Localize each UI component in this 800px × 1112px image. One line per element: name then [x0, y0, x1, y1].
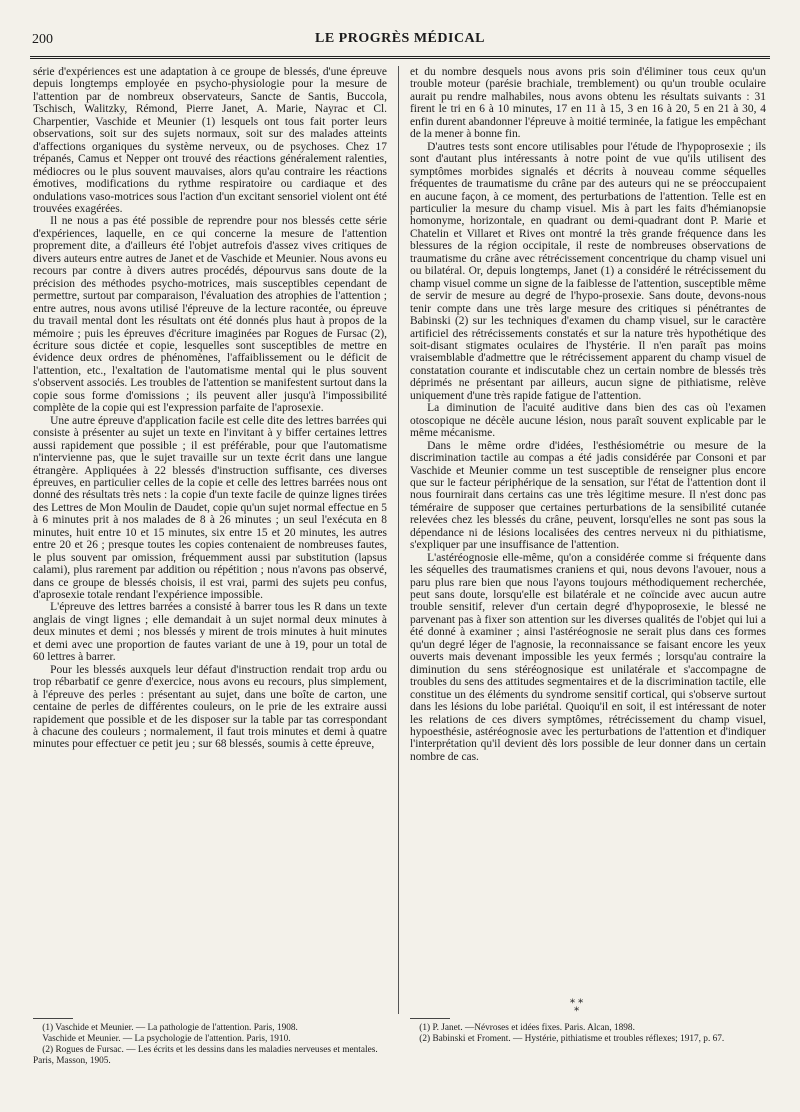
paragraph: Pour les blessés auxquels leur défaut d'instruction rendait trop ardu ou trop rébarbatif ce genre d'exercice, nous avons eu recours, plus simplement, à l'épreuve des perles : présentant au sujet, dans une boîte de carton, une centaine de perles de différentes couleurs, on le prie de les extraire aussi rapidement que possible et de les disposer sur la table par tas correspondant à chacune des couleurs ; normalement, il faut trois minutes et demi à quatre minutes pour effectuer ce petit jeu ; sur 68 blessés, soumis à cette épreuve,	[33, 663, 387, 751]
paragraph: Dans le même ordre d'idées, l'esthésiométrie ou mesure de la discrimination tactile au compas a été jadis considérée par Consoni et par Vaschide et Meunier comme un test susceptible de renseigner plus encore que sur le facteur périphérique de la sensation, sur l'état de l'attention dont il nous fournirait dans certains cas une très légitime mesure. Il n'est donc pas téméraire de supposer que certaines perturbations de la sensibilité cutanée relevées chez les blessés du crâne, peuvent, lorsqu'elles ne sont pas sous la dépendance ni de lésions localisées des centres nerveux ni du pithiatisme, s'expliquer par une insuffisance de l'attention.	[410, 439, 766, 552]
page-number: 200	[32, 32, 53, 47]
section-stars: * * *	[570, 998, 584, 1017]
paragraph: série d'expériences est une adaptation à ce groupe de blessés, d'une épreuve depuis longtemps employée en psycho-physiologie pour la mesure de l'attention par de nombreux observateurs, Sancte de Santis, Buccola, Tschisch, Walitzky, Rémond, Pierre Janet, A. Marie, Nayrac et Cl. Charpentier, Vaschide et Meunier (1) lesquels ont tous fait porter leurs observations, soit sur des sujets normaux, soit sur des malades atteints d'affections organiques du système nerveux, ou de psychoses. Chez 17 trépanés, Camus et Nepper ont trouvé des réactions généralement ralenties, médiocres ou le plus souvent mauvaises, alors qu'au contraire les réactions émotives, modifications du rythme respiratoire ou cardiaque et des ondulations vaso-motrices sous l'action d'un excitant sensoriel violent ont été trouvées exagérées.	[33, 66, 387, 215]
footnote: Vaschide et Meunier. — La psychologie de l'attention. Paris, 1910.	[42, 1034, 291, 1044]
header-rule	[30, 56, 770, 59]
column-divider	[398, 66, 399, 1014]
journal-title: LE PROGRÈS MÉDICAL	[314, 31, 486, 46]
footnote: (1) P. Janet. —Névroses et idées fixes. Paris. Alcan, 1898.	[419, 1023, 635, 1033]
paragraph: La diminution de l'acuité auditive dans bien des cas où l'examen otoscopique ne décèle aucune lésion, nous paraît souvent explicable par le même mécanisme.	[410, 402, 766, 440]
footnote: (2) Rogues de Fursac. — Les écrits et les dessins dans les maladies nerveuses et mentales. Paris, Masson, 1905.	[33, 1045, 378, 1066]
footnotes-left	[33, 1023, 387, 1067]
footnote: (2) Babinski et Froment. — Hystérie, pithiatisme et troubles réflexes; 1917, p. 67.	[419, 1034, 725, 1044]
paragraph: Il ne nous a pas été possible de reprendre pour nos blessés cette série d'expériences, laquelle, en ce qui concerne la mesure de l'attention proprement dite, a d'ailleurs été l'objet autrefois d'assez vives critiques de divers auteurs entre autres de Janet et de Vaschide et Meunier. Nous avons eu recours par contre à divers autres procédés, dépourvus sans doute de la précision des méthodes psycho-motrices, mais susceptibles cependant de permettre, surtout par comparaison, l'évaluation des atrophies de l'attention ; entre autres, nous avons utilisé l'épreuve de la lecture racontée, ou épreuve du travail mental dont les résultats ont été donnés plus haut à propos de la mémoire ; puis les épreuves d'écriture imaginées par Rogues de Fursac (2), écriture sous dictée et copie, lesquelles sont susceptibles de mettre en évidence deux ordres de phénomènes, l'affaiblissement ou le déficit de l'attention, etc., l'exaltation de l'automatisme mental qui le plus souvent s'observent associés. Les troubles de l'attention se manifestent surtout dans la copie sous forme d'omissions ; ils peuvent aller jusqu'à l'impossibilité complète de la copie qui est l'expression parfaite de l'aprosexie.	[33, 215, 387, 415]
paragraph: L'épreuve des lettres barrées a consisté à barrer tous les R dans un texte anglais de vingt lignes ; elle demandait à un sujet normal deux minutes à deux minutes et demi ; nos blessés y mirent de trois minutes à huit minutes et demi avec une proportion de fautes variant de une à 19, pour un total de 60 lettres à barrer.	[33, 601, 387, 664]
paragraph: L'astéréognosie elle-même, qu'on a considérée comme si fréquente dans les séquelles des traumatismes craniens et qui, nous devons l'avouer, nous a paru plus rare bien que nous l'ayons toujours méthodiquement recherchée, peut sans doute, lorsqu'elle est bilatérale et ne coïncide avec aucun autre trouble sensitif, relever d'un certain degré d'hypoprosexie, le blessé ne parvenant pas à fixer son attention sur les diverses qualités de l'objet qui lui a été donné à examiner ; ainsi l'astéréognosie ne serait plus dans ces formes qu'un degré léger de l'agnosie, la reconnaissance se faisant encore les yeux ouverts mais devenant impossible les yeux fermés ; lorsqu'au contraire la diminution du sens stéréognosique est unilatérale et s'accompagne de troubles du sens des attitudes segmentaires et de la discrimination tactile, elle constitue un des éléments du syndrome sensitif cortical, qui s'observe surtout dans les lésions du lobe pariétal. Quoiqu'il en soit, il est intéressant de noter les relations de ces divers symptômes, rétrécissement du champ visuel, hypoesthésie, astéréognosie avec les perturbations de l'attention et d'indiquer l'interprétation qu'il devient dès lors possible de leur donner dans un certain nombre de cas.	[410, 551, 766, 763]
footnote: (1) Vaschide et Meunier. — La pathologie de l'attention. Paris, 1908.	[42, 1023, 298, 1033]
left-column	[33, 66, 387, 751]
paragraph: D'autres tests sont encore utilisables pour l'étude de l'hypoprosexie ; ils sont d'autant plus intéressants à notre point de vue qu'ils utilisent des symptômes morbides signalés et décrits à nouveau comme séquelles fréquentes de traumatisme du crâne par des auteurs qui ne se préoccupaient en aucune façon, à ce moment, des perturbations de l'attention. Telle est en particulier la mesure du champ visuel. Mis à part les faits d'hémianopsie homonyme, horizontale, en quadrant ou demi-quadrant dont P. Marie et Chatelin et Villaret et Rives ont montré la très grande fréquence dans les blessures de la région occipitale, il reste de nombreuses observations de traumatisme du crâne avec rétrécissement concentrique du champ visuel uni ou bilatéral. Or, depuis longtemps, Janet (1) a considéré le rétrécissement du champ visuel comme un signe de la faiblesse de l'attention, susceptible même de servir de mesure au degré de l'hypo-prosexie. Sans doute, devons-nous tenir compte dans une très large mesure des critiques si pénétrantes de Babinski (2) sur les techniques d'examen du champ visuel, sur le caractère artificiel des rétrécissements constatés et sur la nature très hypothétique des soit-disant stigmates oculaires de l'hystérie. Il n'en paraît pas moins vraisemblable d'admettre que le rétrécissement apparent du champ visuel de constatation courante et indiscutable chez un certain nombre de blessés très déprimés ne présentant par ailleurs, aucun signe de pithiatisme, relève uniquement d'une très rapide fatigue de l'attention.	[410, 140, 766, 402]
footnotes-right	[410, 1023, 766, 1045]
paragraph: Une autre épreuve d'application facile est celle dite des lettres barrées qui consiste à présenter au sujet un texte en l'invitant à y biffer certaines lettres aussi rapidement que possible ; il est préférable, pour que l'automatisme n'intervienne pas, que le sujet travaille sur un texte écrit dans une langue étrangère. Appliquées à 22 blessés d'instruction suffisante, ces diverses épreuves, en particulier celles de la copie et celle des lettres barrées nous ont donné des résultats très nets : la copie d'un texte facile de quinze lignes tirées des Lettres de Mon Moulin de Daudet, copie qu'un sujet normal effectue en 5 à 6 minutes prit à nos malades de 8 à 26 minutes ; un seul l'exécuta en 8 minutes, huit entre 10 et 15 minutes, six entre 15 et 20 minutes, les autres entre 20 et 26 ; presque toutes les copies contenaient de nombreuses fautes, le plus souvent par omission, fréquemment aussi par substitution (lapsus calami), plus rarement par addition ou répétition ; nous n'avons pas observé, dans ce groupe de blessés choisis, il est vrai, parmi des sujets peu confus, d'aprosexie totale rendant l'expérience impossible.	[33, 414, 387, 602]
footnote-rule	[410, 1018, 450, 1019]
footnote-rule	[33, 1018, 73, 1019]
right-column	[410, 66, 766, 763]
paragraph: et du nombre desquels nous avons pris soin d'éliminer tous ceux qu'un trouble moteur (parésie brachiale, tremblement) ou qu'un trouble oculaire aurait pu rendre malhabiles, nous avons obtenu les résultats suivants : 31 firent le tri en 6 à 10 minutes, 17 en 11 à 15, 3 en 16 à 20, 5 en 21 à 30, 4 enfin durent abandonner l'épreuve à moitié terminée, la fatigue les empêchant de la mener à bonne fin.	[410, 66, 766, 141]
page-header	[30, 30, 770, 50]
